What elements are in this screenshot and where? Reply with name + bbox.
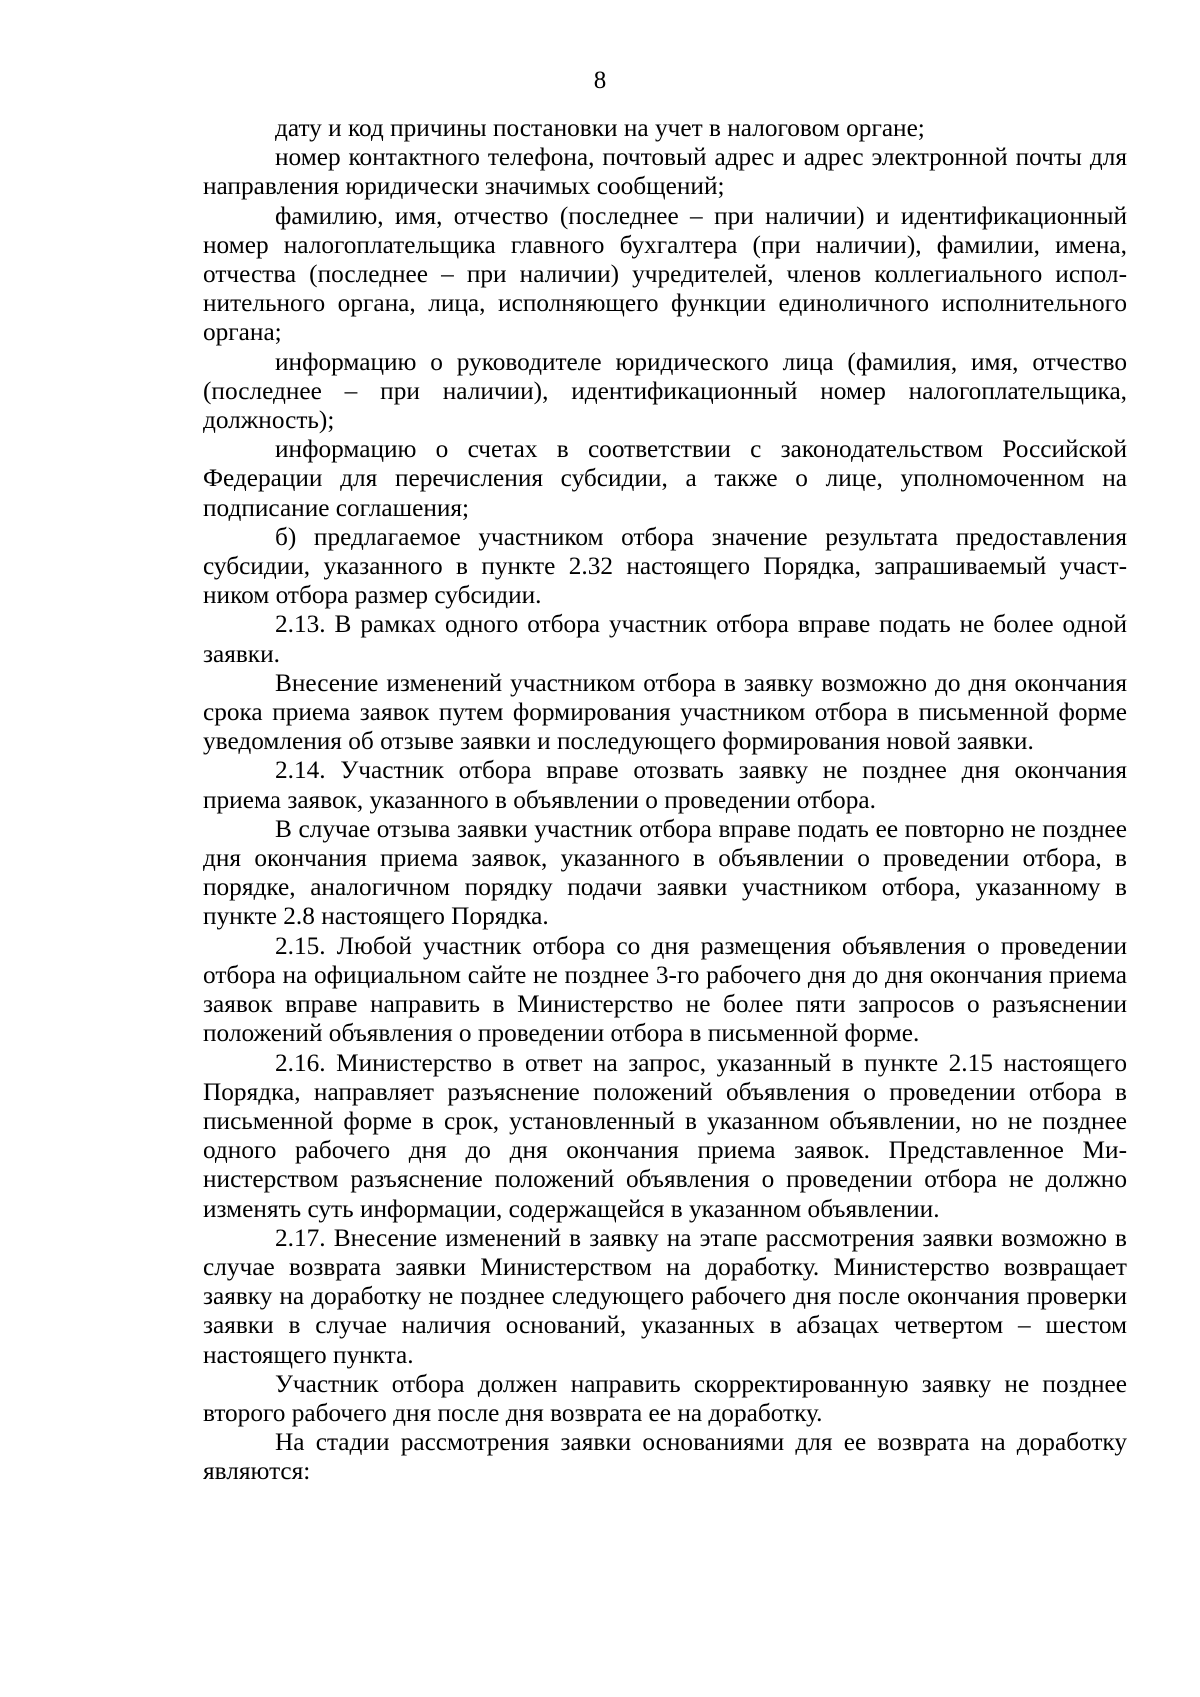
paragraph-corrected-application: Участник отбора должен направить скорректированную заявку не позднее второго рабочего дня после дня возврата ее на доработку. (203, 1369, 1127, 1427)
paragraph-tax-registration-date: дату и код причины постановки на учет в налоговом органе; (275, 114, 925, 142)
paragraph-clause-2-16: 2.16. Министерство в ответ на запрос, указанный в пункте 2.15 настоящего Порядка, направляет разъяснение положений объявления о проведении отбора в письменной форме в срок, установленный в указанном объявлении, но не позднее одного рабочего дня до дня окончания приема заявок. Представленное Министерством разъяснение положений объявления о проведении отбора не должно изменять суть информации, содержащейся в указанном объявлении. (203, 1048, 1127, 1223)
paragraph-return-grounds: На стадии рассмотрения заявки основаниями для ее возврата на доработку являются: (203, 1428, 1127, 1486)
paragraph-accountant-founders: фамилию, имя, отчество (последнее – при наличии) и идентификационный номер налогоплательщика главного бухгалтера (при наличии), фамилии, имена, отчества (последнее – при наличии) учредителей, членов коллегиального исполнительного органа, лица, исполняющего функции единоличного исполнительного органа; (203, 201, 1127, 347)
paragraph-accounts-info: информацию о счетах в соответствии с законодательством Российской Федерации для перечисления субсидии, а также о лице, уполномоченном на подписание соглашения; (203, 435, 1127, 522)
document-body (203, 114, 1127, 1487)
paragraph-resubmission: В случае отзыва заявки участник отбора вправе подать ее повторно не позднее дня окончания приема заявок, указанного в объявлении о проведении отбора, в порядке, аналогичном порядку подачи заявки участником отбора, указанному в пункте 2.8 настоящего Порядка. (203, 814, 1127, 931)
paragraph-clause-2-15: 2.15. Любой участник отбора со дня размещения объявления о проведении отбора на официальном сайте не позднее 3-го рабочего дня до дня окончания приема заявок вправе направить в Министерство не более пяти запросов о разъяснении положений объявления о проведении отбора в письменной форме. (203, 931, 1127, 1048)
paragraph-contact-details: номер контактного телефона, почтовый адрес и адрес электронной почты для направления юридически значимых сообщений; (203, 143, 1127, 201)
paragraph-head-of-entity: информацию о руководителе юридического лица (фамилия, имя, отчество (последнее – при наличии), идентификационный номер налогоплательщика, должность); (203, 347, 1127, 435)
paragraph-clause-2-17: 2.17. Внесение изменений в заявку на этапе рассмотрения заявки возможно в случае возврата заявки Министерством на доработку. Министерство возвращает заявку на доработку не позднее следующего рабочего дня после окончания проверки заявки в случае наличия оснований, указанных в абзацах четвертом – шестом настоящего пункта. (203, 1223, 1127, 1369)
paragraph-proposed-result: б) предлагаемое участником отбора значение результата предоставления субсидии, указанного в пункте 2.32 настоящего Порядка, запрашиваемый участником отбора размер субсидии. (203, 522, 1127, 610)
page-number: 8 (593, 67, 607, 94)
paragraph-application-changes: Внесение изменений участником отбора в заявку возможно до дня окончания срока приема заявок путем формирования участником отбора в письменной форме уведомления об отзыве заявки и последующего формирования новой заявки. (203, 668, 1127, 756)
paragraph-clause-2-14: 2.14. Участник отбора вправе отозвать заявку не позднее дня окончания приема заявок, указанного в объявлении о проведении отбора. (203, 756, 1127, 814)
paragraph-clause-2-13: 2.13. В рамках одного отбора участник отбора вправе подать не более одной заявки. (203, 610, 1127, 668)
